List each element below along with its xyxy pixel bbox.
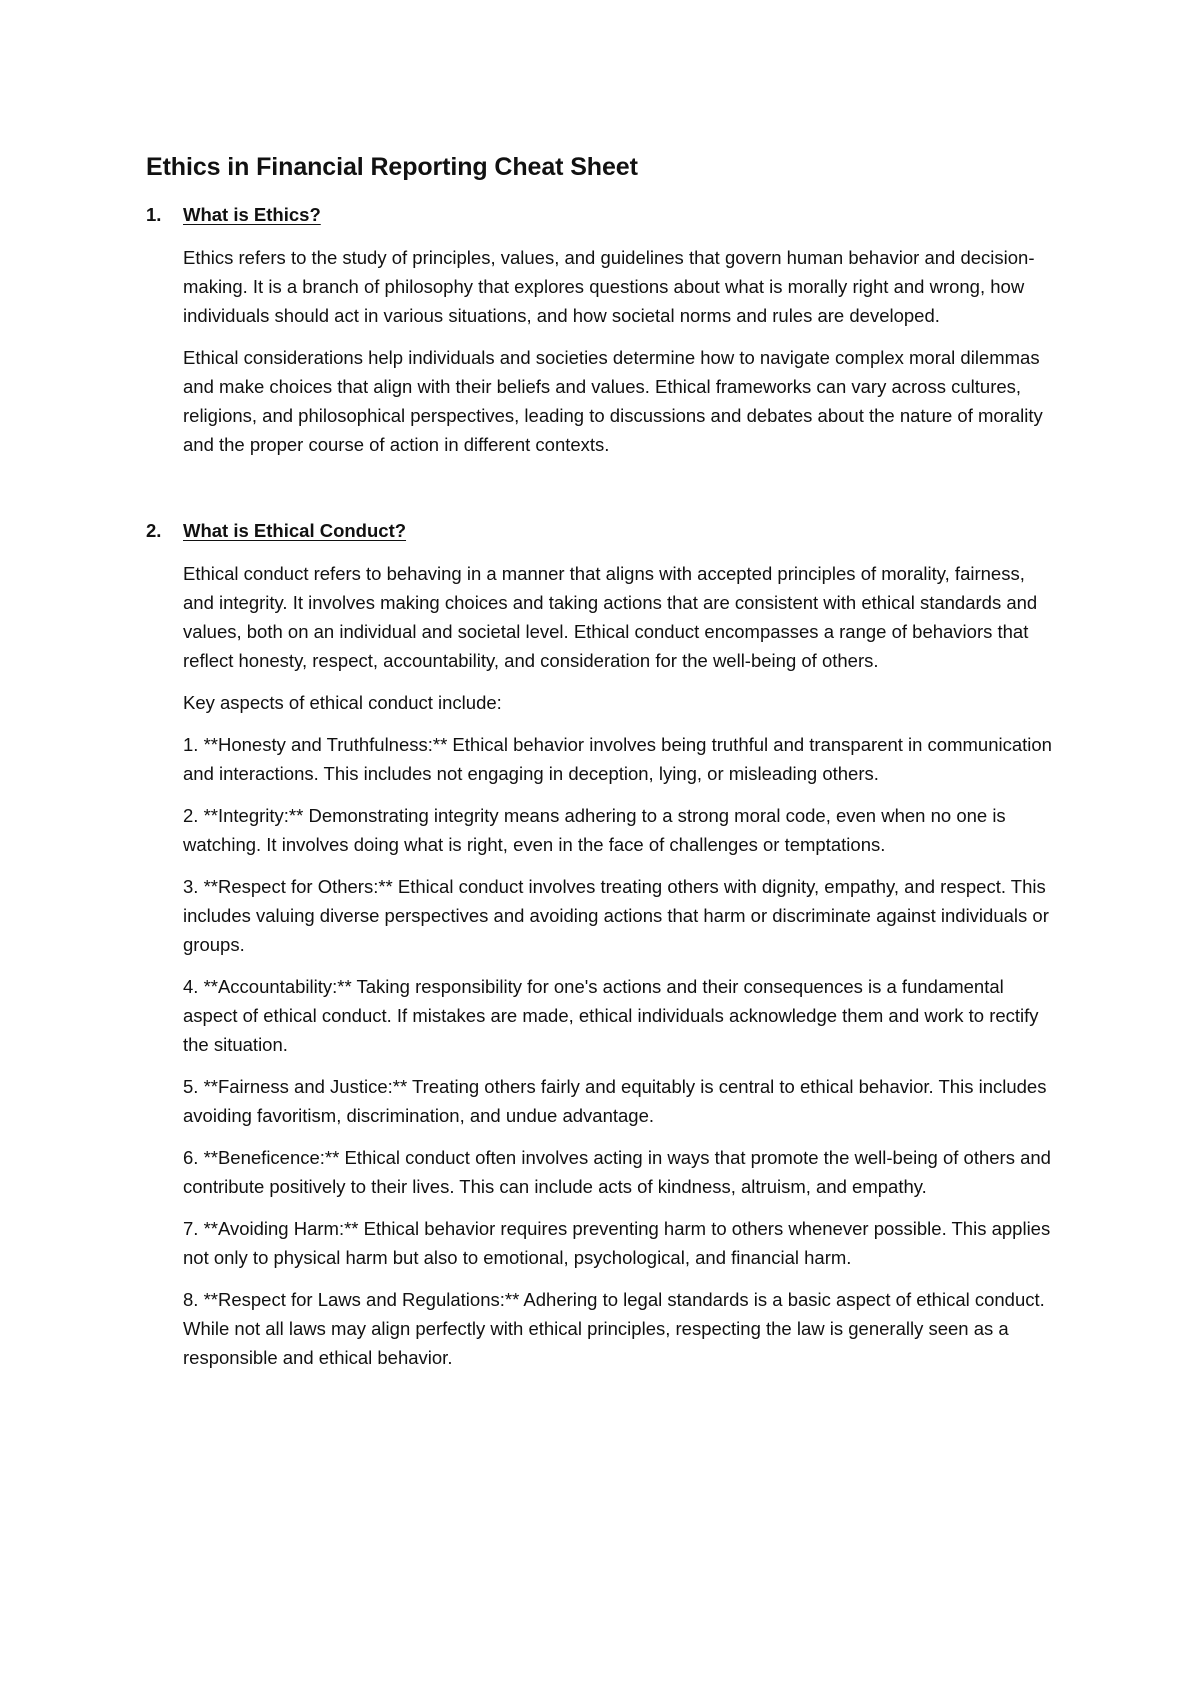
list-item-beneficence: 6. **Beneficence:** Ethical conduct often involves acting in ways that promote the well-being of others and contribute positively to their lives. This can include acts of kindness, altruism, and empathy. xyxy=(183,1147,1051,1197)
list-item-honesty: 1. **Honesty and Truthfulness:** Ethical behavior involves being truthful and transparent in communication and interactions. This includes not engaging in deception, lying, or misleading others. xyxy=(183,734,1052,784)
list-item-fairness: 5. **Fairness and Justice:** Treating others fairly and equitably is central to ethical behavior. This includes avoiding favoritism, discrimination, and undue advantage. xyxy=(183,1076,1047,1126)
list-item-respect: 3. **Respect for Others:** Ethical conduct involves treating others with dignity, empathy, and respect. This includes valuing diverse perspectives and avoiding actions that harm or discriminate against individuals or groups. xyxy=(183,876,1049,955)
section-number: 1. xyxy=(146,204,162,225)
section-spacer xyxy=(146,472,1050,516)
section-number: 2. xyxy=(146,520,162,541)
list-item-integrity: 2. **Integrity:** Demonstrating integrity means adhering to a strong moral code, even when no one is watching. It involves doing what is right, even in the face of challenges or temptations. xyxy=(183,805,1006,855)
list-item-laws-regulations: 8. **Respect for Laws and Regulations:** Adhering to legal standards is a basic aspect of ethical conduct. While not all laws may align perfectly with ethical principles, respecting the law is generally seen as a responsible and ethical behavior. xyxy=(183,1289,1045,1368)
section-heading-text: What is Ethical Conduct? xyxy=(183,520,407,541)
paragraph: Ethical considerations help individuals and societies determine how to navigate complex moral dilemmas and make choices that align with their beliefs and values. Ethical frameworks can vary across cultures, religions, and philosophical perspectives, leading to discussions and debates about the nature of morality and the proper course of action in different contexts. xyxy=(183,347,1043,455)
section-heading xyxy=(146,200,1050,229)
paragraph: Ethical conduct refers to behaving in a manner that aligns with accepted principles of morality, fairness, and integrity. It involves making choices and taking actions that are consistent with ethical standards and values, both on an individual and societal level. Ethical conduct encompasses a range of behaviors that reflect honesty, respect, accountability, and consideration for the well-being of others. xyxy=(183,563,1038,671)
list-item-accountability: 4. **Accountability:** Taking responsibility for one's actions and their consequences is a fundamental aspect of ethical conduct. If mistakes are made, ethical individuals acknowledge them and work to rectify the situation. xyxy=(183,976,1039,1055)
paragraph: Ethics refers to the study of principles, values, and guidelines that govern human behavior and decision-making. It is a branch of philosophy that explores questions about what is morally right and wrong, how individuals should act in various situations, and how societal norms and rules are developed. xyxy=(183,247,1035,326)
section-what-is-ethics xyxy=(146,200,1050,459)
section-what-is-ethical-conduct xyxy=(146,516,1050,1372)
section-heading xyxy=(146,516,1050,545)
list-item-avoiding-harm: 7. **Avoiding Harm:** Ethical behavior requires preventing harm to others whenever possible. This applies not only to physical harm but also to emotional, psychological, and financial harm. xyxy=(183,1218,1051,1268)
section-heading-text: What is Ethics? xyxy=(183,204,321,225)
document-title: Ethics in Financial Reporting Cheat Sheet xyxy=(146,153,638,181)
paragraph-key-aspects-intro: Key aspects of ethical conduct include: xyxy=(183,692,502,713)
